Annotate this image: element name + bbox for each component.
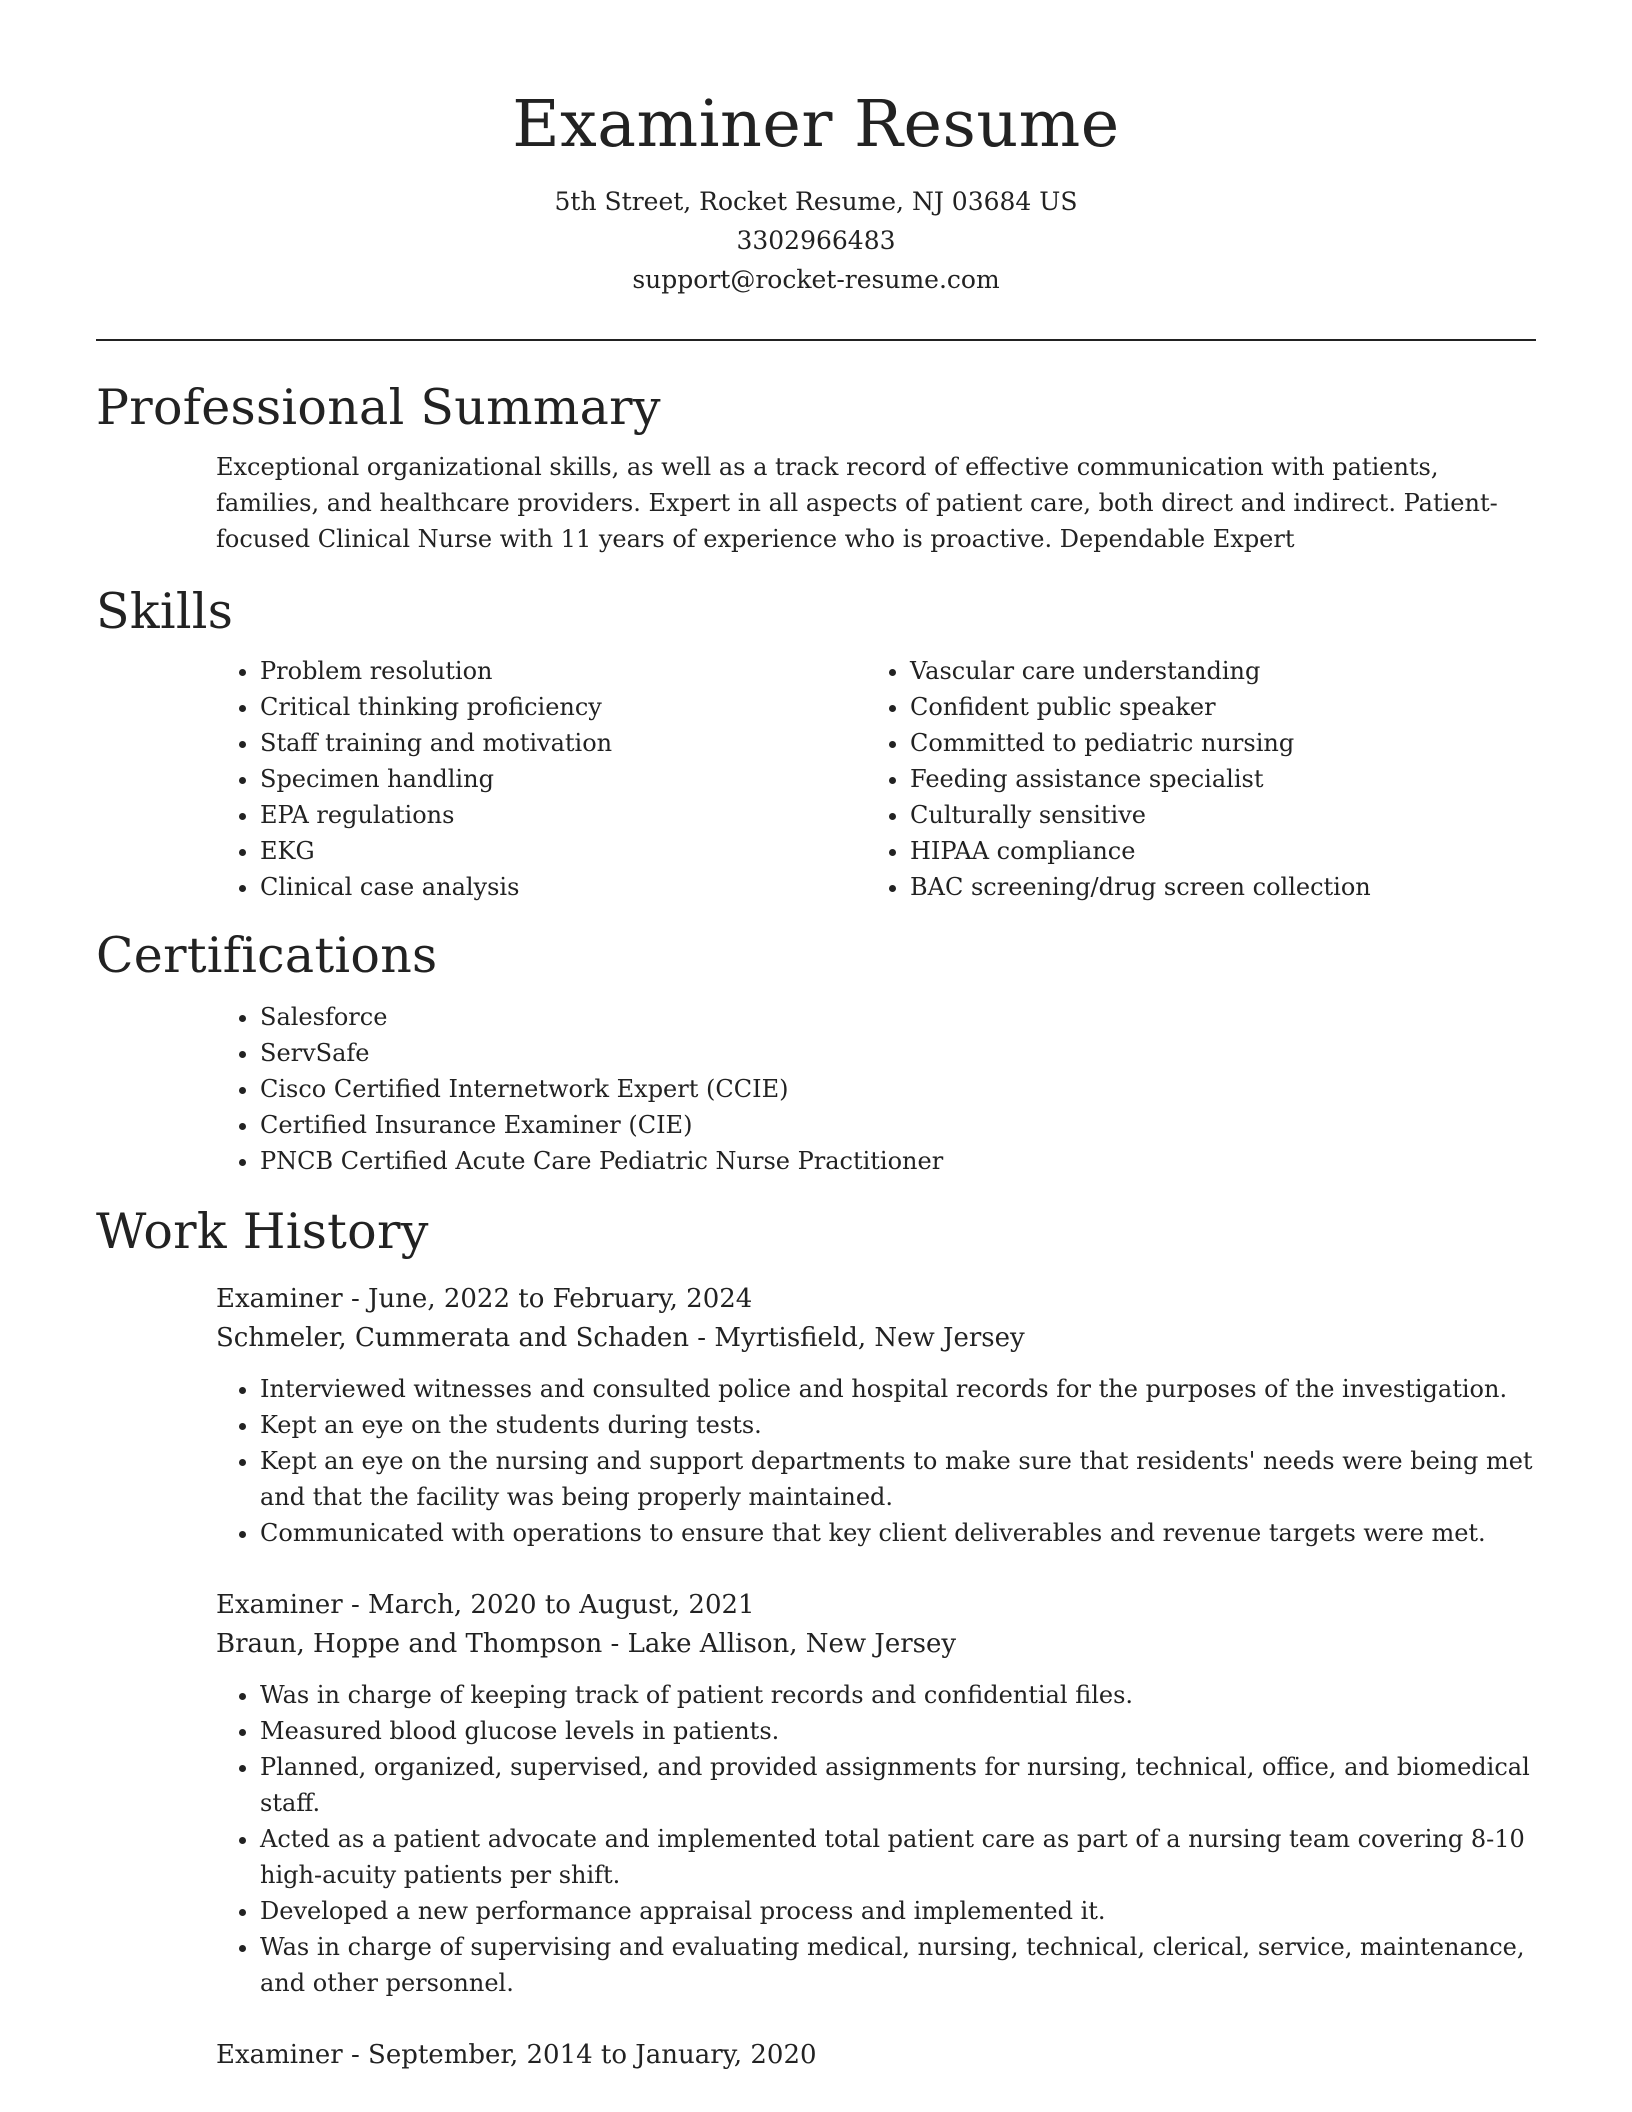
resume-header — [96, 0, 1536, 299]
job-company-line: Braun, Hoppe and Thompson - Lake Allison, New Jersey — [216, 1629, 957, 1659]
skill-item: • Clinical case analysis — [260, 869, 866, 905]
skill-item: • Staff training and motivation — [260, 725, 866, 761]
skills-list-right — [866, 653, 1516, 905]
skill-item: • Culturally sensitive — [910, 797, 1516, 833]
job-title-line: Examiner - June, 2022 to February, 2024 — [216, 1284, 753, 1314]
job-title-line: Examiner - March, 2020 to August, 2021 — [216, 1590, 755, 1620]
certification-item: • Certified Insurance Examiner (CIE) — [260, 1107, 1536, 1143]
skill-item: • Problem resolution — [260, 653, 866, 689]
work-history-heading: Work History — [96, 1203, 429, 1260]
certifications-heading: Certifications — [96, 927, 438, 984]
header-divider — [96, 339, 1536, 341]
certification-item: • Salesforce — [260, 999, 1536, 1035]
certifications-section — [96, 925, 1536, 1179]
resume-title: Examiner Resume — [512, 87, 1120, 162]
job-bullet: • Planned, organized, supervised, and provided assignments for nursing, technical, office, and biomedical staff. — [260, 1749, 1536, 1821]
job-bullets — [216, 1371, 1536, 1551]
certification-item: • ServSafe — [260, 1035, 1536, 1071]
skills-section — [96, 581, 1536, 905]
job-company: Braun, Hoppe and Thompson — [216, 1629, 603, 1659]
job-bullets-wrap — [216, 1371, 1536, 1551]
skills-column-right — [866, 653, 1516, 905]
job-location: Lake Allison, New Jersey — [627, 1629, 957, 1659]
contact-email: support@rocket-resume.com — [632, 265, 1000, 294]
job-bullet: • Communicated with operations to ensure that key client deliverables and revenue targets were met. — [260, 1515, 1536, 1551]
skill-item: • Feeding assistance specialist — [910, 761, 1516, 797]
job-dates: June, 2022 to February, 2024 — [368, 1284, 753, 1314]
skill-item: • BAC screening/drug screen collection — [910, 869, 1516, 905]
certifications-list-wrap — [216, 999, 1536, 1179]
job-entry — [216, 1279, 1536, 1551]
job-company: Schmeler, Cummerata and Schaden — [216, 1323, 689, 1353]
contact-block — [96, 182, 1536, 299]
skill-item: • EKG — [260, 833, 866, 869]
job-bullets-wrap — [216, 1677, 1536, 2001]
job-title: Examiner — [216, 1284, 343, 1314]
summary-heading: Professional Summary — [96, 379, 661, 436]
job-bullet: • Interviewed witnesses and consulted police and hospital records for the purposes of the investigation. — [260, 1371, 1536, 1407]
job-location: Myrtisfield, New Jersey — [714, 1323, 1025, 1353]
job-bullet: • Was in charge of supervising and evaluating medical, nursing, technical, clerical, service, maintenance, and other personnel. — [260, 1929, 1536, 2001]
job-bullet: • Developed a new performance appraisal process and implemented it. — [260, 1893, 1536, 1929]
skill-item: • HIPAA compliance — [910, 833, 1516, 869]
skills-list-left — [216, 653, 866, 905]
skill-item: • Confident public speaker — [910, 689, 1516, 725]
job-company-line: Schmeler, Cummerata and Schaden - Myrtisfield, New Jersey — [216, 1323, 1025, 1353]
skill-item: • EPA regulations — [260, 797, 866, 833]
skill-item: • Critical thinking proficiency — [260, 689, 866, 725]
job-entry — [216, 2035, 1536, 2075]
skill-item: • Specimen handling — [260, 761, 866, 797]
job-bullets — [216, 1677, 1536, 2001]
job-bullet: • Was in charge of keeping track of patient records and confidential files. — [260, 1677, 1536, 1713]
job-dates: March, 2020 to August, 2021 — [368, 1590, 755, 1620]
summary-section — [96, 377, 1536, 557]
certification-item: • PNCB Certified Acute Care Pediatric Nurse Practitioner — [260, 1143, 1536, 1179]
skill-item: • Vascular care understanding — [910, 653, 1516, 689]
work-history-section — [96, 1201, 1536, 2075]
job-title: Examiner — [216, 2040, 343, 2070]
certifications-list — [216, 999, 1536, 1179]
contact-phone: 3302966483 — [736, 226, 896, 255]
summary-text: Exceptional organizational skills, as well as a track record of effective communication with patients, families, and healthcare providers. Expert in all aspects of patient care, both direct and indirect. Patient-focused Clinical Nurse with 11 years of experience who is proactive. Dependable Expert — [216, 453, 1498, 553]
skill-item: • Committed to pediatric nursing — [910, 725, 1516, 761]
skills-grid — [216, 653, 1536, 905]
skills-heading: Skills — [96, 583, 234, 640]
job-dates: September, 2014 to January, 2020 — [368, 2040, 817, 2070]
job-entry — [216, 1585, 1536, 2001]
job-bullet: • Acted as a patient advocate and implemented total patient care as part of a nursing team covering 8-10 high-acuity patients per shift. — [260, 1821, 1536, 1893]
job-bullet: • Kept an eye on the students during tests. — [260, 1407, 1536, 1443]
job-bullet: • Measured blood glucose levels in patients. — [260, 1713, 1536, 1749]
job-bullet: • Kept an eye on the nursing and support departments to make sure that residents' needs were being met and that the facility was being properly maintained. — [260, 1443, 1536, 1515]
contact-address: 5th Street, Rocket Resume, NJ 03684 US — [554, 187, 1078, 216]
job-title: Examiner — [216, 1590, 343, 1620]
skills-column-left — [216, 653, 866, 905]
job-title-line: Examiner - September, 2014 to January, 2020 — [216, 2040, 817, 2070]
certification-item: • Cisco Certified Internetwork Expert (CCIE) — [260, 1071, 1536, 1107]
